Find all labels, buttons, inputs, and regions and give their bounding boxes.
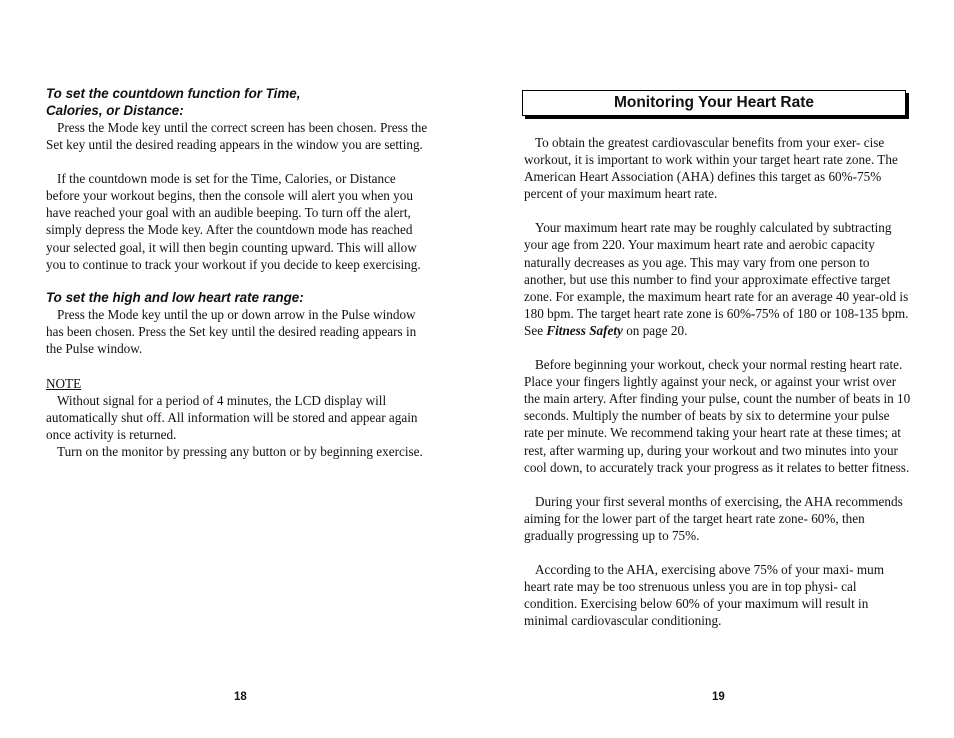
page-number-left: 18 xyxy=(234,691,247,703)
aha-progression-paragraph: During your first several months of exercising, the AHA recommends aiming for the lower part of the target heart rate zone- 60%, then gradually progressing up to 75%. xyxy=(524,493,903,543)
note-auto-shutoff: Without signal for a period of 4 minutes, the LCD display will automatically shut off. All information will be stored and appear again once activity is returned. xyxy=(46,392,418,442)
fitness-safety-reference: Fitness Safety xyxy=(546,322,623,338)
target-zone-paragraph: To obtain the greatest cardiovascular benefits from your exer- cise workout, it is important to work within your target heart rate zone. The American Heart Association (AHA) defines this target as 60%-75% percent of your maximum heart rate. xyxy=(524,135,898,202)
resting-heart-rate-paragraph: Before beginning your workout, check your normal resting heart rate. Place your fingers lightly against your neck, or against your wrist over the main artery. After finding your pulse, count the number of beats in 10 seconds. Multiply the number of beats by six to determine your pulse rate per minute. We recommend taking your heart rate at these times; at rest, after warming up, during your workout and two minutes into your cool down, to accurately track your progress as it relates to better fitness. xyxy=(524,357,911,475)
max-heart-rate-paragraph xyxy=(524,219,912,339)
heart-rate-range-heading: To set the high and low heart rate range: xyxy=(46,289,304,305)
aha-intensity-paragraph: According to the AHA, exercising above 75% of your maxi- mum heart rate may be too strenuous unless you are in top physi- cal condition. Exercising below 60% of your maximum will result in minimal cardiovascular conditioning. xyxy=(524,561,885,629)
max-heart-rate-text: Your maximum heart rate may be roughly calculated by subtracting your age from 220. Your maximum heart rate and aerobic capacity naturally decreases as you age. This may vary from one person to another, but use this number to find your approximate effective target zone. For example, the maximum heart rate for an average 40 year-old is 180 bpm. The target heart rate zone is 60%-75% of 180 or 108-135 bpm. See xyxy=(524,220,909,338)
section-title: Monitoring Your Heart Rate xyxy=(613,94,815,112)
countdown-heading-line2: Calories, or Distance: xyxy=(46,102,184,118)
page-reference-text: on page 20. xyxy=(622,322,688,338)
right-page-column xyxy=(524,90,912,629)
section-title-box xyxy=(522,90,906,116)
countdown-alert-paragraph: If the countdown mode is set for the Time, Calories, or Distance before your workout begins, then the console will alert you when you have reached your goal with an audible beeping. To turn off the alert, simply depress the Mode key. After the countdown mode has reached your selected goal, it will then begin counting upward. This will allow you to continue to track your workout if you decide to keep exercising. xyxy=(46,171,421,272)
heart-rate-range-instructions: Press the Mode key until the up or down arrow in the Pulse window has been chosen. Press the Set key until the desired reading appears in the Pulse window. xyxy=(46,307,417,357)
countdown-heading-line1: To set the countdown function for Time, xyxy=(46,86,301,101)
note-label: NOTE xyxy=(46,375,82,391)
page-number-right: 19 xyxy=(712,691,725,703)
left-page-column xyxy=(46,86,431,460)
countdown-instructions: Press the Mode key until the correct screen has been chosen. Press the Set key until the desired reading appears in the window you are setting. xyxy=(46,120,428,153)
note-turn-on: Turn on the monitor by pressing any button or by beginning exercise. xyxy=(57,443,423,459)
